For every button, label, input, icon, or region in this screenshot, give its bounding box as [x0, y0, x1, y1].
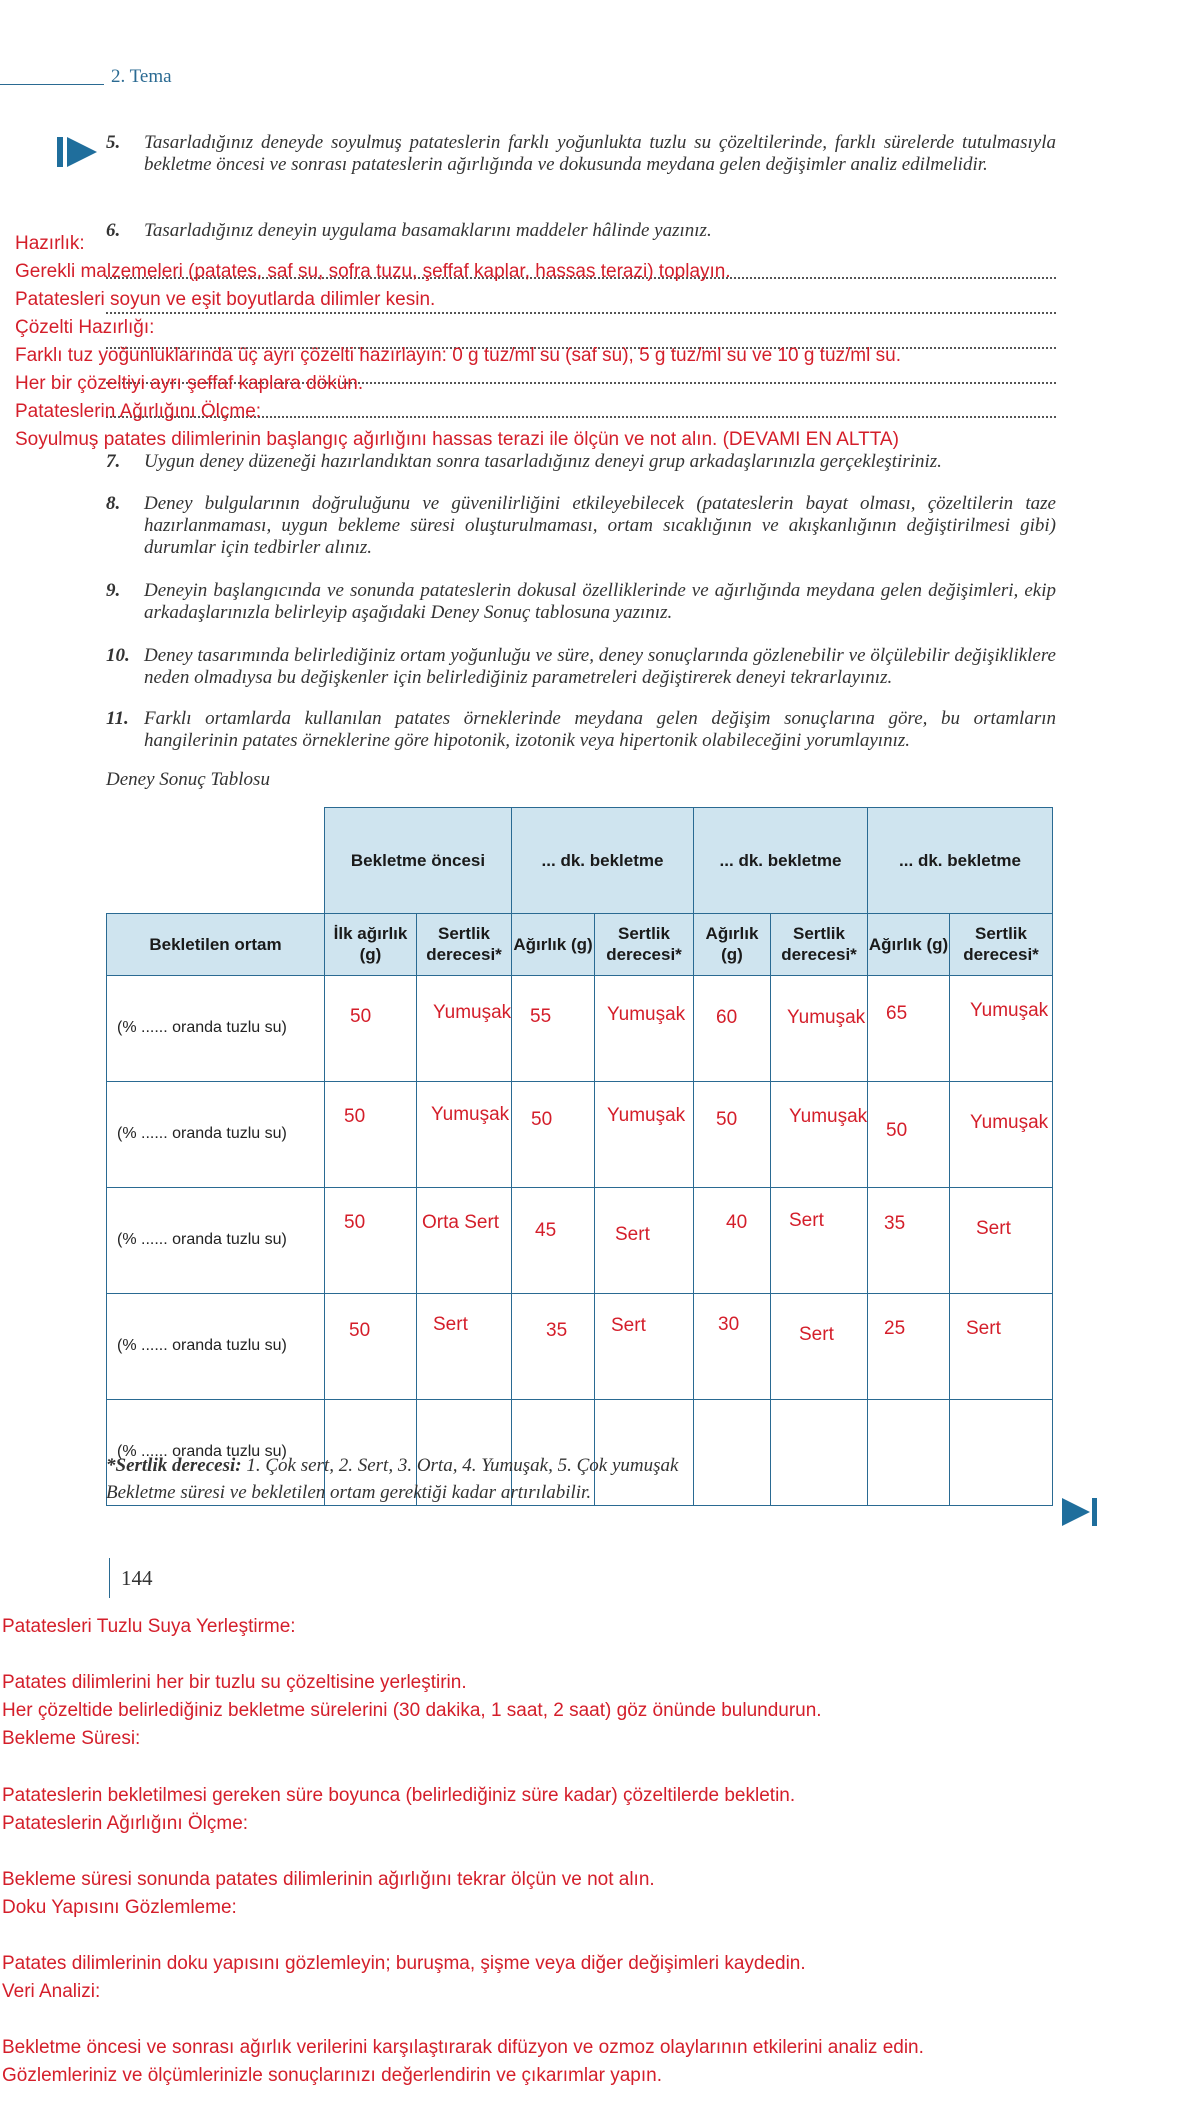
handwritten-value: Yumuşak: [431, 1103, 510, 1125]
table-cell[interactable]: [694, 1293, 771, 1399]
table-cell[interactable]: [417, 1187, 512, 1293]
handwritten-value: Yumuşak: [970, 1111, 1049, 1133]
table-row: [107, 1187, 1053, 1293]
row-label: (% ...... oranda tuzlu su): [107, 1293, 325, 1399]
col-header-weight: İlk ağırlık (g): [325, 913, 417, 975]
handwritten-line: Patatesleri soyun ve eşit boyutlarda dilimler kesin.: [15, 289, 436, 310]
play-icon: [67, 137, 97, 167]
item-text: Tasarladığınız deneyde soyulmuş patateslerin farklı yoğunlukta tuzlu su çözeltilerinde, farklı sürelerde tutulmasıyla bekletme öncesi ve sonrası patateslerin ağırlığında ve dokusunda meydana gelen değişimler analiz edilmelidir.: [144, 132, 1056, 175]
item-text: Farklı ortamlarda kullanılan patates örneklerinde meydana gelen değişim sonuçlarına göre, bu ortamların hangilerinin patates örneklerine göre hipotonik, izotonik veya hipertonik olabileceğini yorumlayınız.: [144, 708, 1056, 751]
item-text: Tasarladığınız deneyin uygulama basamaklarını maddeler hâlinde yazınız.: [144, 220, 712, 241]
handwritten-line: Patates dilimlerini her bir tuzlu su çözeltisine yerleştirin.: [2, 1672, 467, 1693]
item-number: 9.: [106, 580, 121, 601]
table-cell[interactable]: [771, 1081, 868, 1187]
handwritten-line: Her çözeltide belirlediğiniz bekletme sürelerini (30 dakika, 1 saat, 2 saat) göz önünde bulundurun.: [2, 1700, 822, 1721]
handwritten-value: 50: [531, 1108, 553, 1130]
item-text: Deney bulgularının doğruluğunu ve güvenilirliğini etkileyebilecek (patateslerin bayat olması, çözeltilerin taze hazırlanmaması, uygun bekleme süresi oluşturulmaması, ortam sıcaklığının ve akışkanlığının değiştirilmesi gibi) durumlar için tedbirler alınız.: [144, 493, 1056, 558]
next-icon-bar[interactable]: [1092, 1498, 1097, 1526]
handwritten-heading: Patateslerin Ağırlığını Ölçme:: [2, 1813, 249, 1834]
handwritten-value: 35: [884, 1212, 906, 1234]
footnote-scale: 1. Çok sert, 2. Sert, 3. Orta, 4. Yumuşak, 5. Çok yumuşak: [241, 1455, 679, 1476]
handwritten-line: Soyulmuş patates dilimlerinin başlangıç ağırlığını hassas terazi ile ölçün ve not alın. (DEVAMI EN ALTTA): [15, 429, 899, 450]
table-cell[interactable]: [950, 1293, 1053, 1399]
handwritten-value: 50: [344, 1105, 366, 1127]
table-cell[interactable]: [771, 1293, 868, 1399]
handwritten-value: 35: [546, 1319, 568, 1341]
handwritten-heading: Veri Analizi:: [2, 1981, 101, 2002]
table-cell[interactable]: [868, 1187, 950, 1293]
results-table: [106, 807, 1053, 1506]
handwritten-value: 55: [530, 1005, 552, 1027]
handwritten-heading: Patateslerin Ağırlığını Ölçme:: [15, 401, 262, 422]
next-icon[interactable]: [1062, 1498, 1090, 1526]
handwritten-value: Orta Sert: [422, 1211, 500, 1233]
chapter-title: 2. Tema: [111, 66, 172, 87]
item-number: 7.: [106, 451, 121, 472]
table-cell[interactable]: [595, 1081, 694, 1187]
table-cell[interactable]: [325, 1081, 417, 1187]
table-cell[interactable]: [771, 1187, 868, 1293]
handwritten-value: Yumuşak: [789, 1105, 868, 1127]
table-cell[interactable]: [950, 1187, 1053, 1293]
header-rule: [0, 84, 104, 85]
table-cell[interactable]: [868, 1081, 950, 1187]
handwritten-value: Sert: [976, 1217, 1011, 1239]
table-cell[interactable]: [512, 1081, 595, 1187]
handwritten-value: Yumuşak: [607, 1104, 686, 1126]
handwritten-value: Sert: [615, 1223, 650, 1245]
row-label: (% ...... oranda tuzlu su): [107, 975, 325, 1081]
handwritten-line: Her bir çözeltiyi ayrı şeffaf kaplara dökün.: [15, 373, 364, 394]
item-number: 11.: [106, 708, 129, 729]
handwritten-line: Gözlemleriniz ve ölçümlerinizle sonuçlarınızı değerlendirin ve çıkarımlar yapın.: [2, 2065, 662, 2086]
instruction-item-7: [106, 451, 1056, 473]
handwritten-line: Patateslerin bekletilmesi gereken süre boyunca (belirlediğiniz süre kadar) çözeltilerde bekletin.: [2, 1785, 796, 1806]
handwritten-heading: Hazırlık:: [15, 233, 85, 254]
instruction-item-8: [106, 493, 1056, 559]
table-cell[interactable]: [950, 1399, 1053, 1505]
row-label: (% ...... oranda tuzlu su): [107, 1399, 325, 1505]
instruction-item-6: [106, 220, 1056, 242]
handwritten-value: 65: [886, 1002, 908, 1024]
handwritten-value: Sert: [799, 1323, 834, 1345]
group-header: ... dk. bekletme: [512, 808, 694, 914]
instruction-item-11: [106, 708, 1056, 752]
table-cell[interactable]: [694, 1187, 771, 1293]
handwritten-value: 50: [349, 1319, 371, 1341]
table-cell[interactable]: [950, 1081, 1053, 1187]
col-header-hardness: Sertlik derecesi*: [950, 913, 1053, 975]
handwritten-heading: Doku Yapısını Gözlemleme:: [2, 1897, 237, 1918]
table-cell[interactable]: [694, 1399, 771, 1505]
col-header-hardness: Sertlik derecesi*: [771, 913, 868, 975]
instruction-item-10: [106, 645, 1056, 689]
item-number: 8.: [106, 493, 121, 514]
handwritten-heading: Patatesleri Tuzlu Suya Yerleştirme:: [2, 1616, 296, 1637]
play-icon-bar: [57, 137, 63, 167]
handwritten-line: Bekleme süresi sonunda patates dilimlerinin ağırlığını tekrar ölçün ve not alın.: [2, 1869, 655, 1890]
group-header: ... dk. bekletme: [868, 808, 1053, 914]
table-cell[interactable]: [868, 1399, 950, 1505]
handwritten-value: Sert: [433, 1313, 468, 1335]
table-row: [107, 1293, 1053, 1399]
handwritten-value: 50: [886, 1119, 908, 1141]
group-header: ... dk. bekletme: [694, 808, 868, 914]
empty-corner: [107, 808, 325, 914]
handwritten-value: Yumuşak: [607, 1003, 686, 1025]
item-number: 6.: [106, 220, 121, 241]
footnote-hardness: [106, 1455, 678, 1477]
table-cell[interactable]: [950, 975, 1053, 1081]
table-cell[interactable]: [868, 975, 950, 1081]
page-number-rule: [109, 1558, 110, 1598]
col-header-hardness: Sertlik derecesi*: [595, 913, 694, 975]
table-cell[interactable]: [512, 975, 595, 1081]
answer-line[interactable]: [106, 312, 1056, 314]
table-cell[interactable]: [325, 1293, 417, 1399]
handwritten-line: Patates dilimlerinin doku yapısını gözlemleyin; buruşma, şişme veya diğer değişimleri kaydedin.: [2, 1953, 806, 1974]
handwritten-value: 50: [350, 1005, 372, 1027]
table-cell[interactable]: [417, 1081, 512, 1187]
table-cell[interactable]: [595, 975, 694, 1081]
handwritten-value: 50: [716, 1108, 738, 1130]
row-label: (% ...... oranda tuzlu su): [107, 1081, 325, 1187]
handwritten-value: Sert: [611, 1314, 646, 1336]
footnote-label: *Sertlik derecesi:: [106, 1455, 242, 1476]
item-text: Deney tasarımında belirlediğiniz ortam yoğunluğu ve süre, deney sonuçlarında gözlenebilir ve ölçülebilir değişikliklere neden olmadıysa bu değişkenler için belirlediğiniz parametreleri değiştirerek deneyi tekrarlayınız.: [144, 645, 1056, 688]
table-cell[interactable]: [694, 975, 771, 1081]
handwritten-value: Yumuşak: [433, 1001, 512, 1023]
table-cell[interactable]: [595, 1293, 694, 1399]
table-row: [107, 975, 1053, 1081]
handwritten-value: 25: [884, 1317, 906, 1339]
row-header: Bekletilen ortam: [107, 913, 325, 975]
table-cell[interactable]: [512, 1187, 595, 1293]
instruction-item-9: [106, 580, 1056, 624]
table-cell[interactable]: [325, 975, 417, 1081]
handwritten-value: Yumuşak: [787, 1006, 866, 1028]
table-cell[interactable]: [868, 1293, 950, 1399]
handwritten-value: 40: [726, 1211, 748, 1233]
handwritten-line: Bekletme öncesi ve sonrası ağırlık verilerini karşılaştırarak difüzyon ve ozmoz olaylarının etkilerini analiz edin.: [2, 2037, 924, 2058]
table-row: [107, 1081, 1053, 1187]
table-cell[interactable]: [417, 975, 512, 1081]
page-number: 144: [121, 1566, 153, 1590]
table-cell[interactable]: [771, 975, 868, 1081]
item-text: Deneyin başlangıcında ve sonunda patateslerin dokusal özelliklerinde ve ağırlığında meydana gelen değişimleri, ekip arkadaşlarınızla belirleyip aşağıdaki Deney Sonuç tablosuna yazınız.: [144, 580, 1056, 623]
table-cell[interactable]: [417, 1293, 512, 1399]
handwritten-value: 45: [535, 1219, 557, 1241]
handwritten-value: Sert: [966, 1317, 1001, 1339]
handwritten-value: Sert: [789, 1209, 824, 1231]
handwritten-line: Farklı tuz yoğunluklarında üç ayrı çözelti hazırlayın: 0 g tuz/ml su (saf su), 5 g tuz/ml su ve 10 g tuz/ml su.: [15, 345, 901, 366]
handwritten-heading: Bekleme Süresi:: [2, 1728, 141, 1749]
table-caption: Deney Sonuç Tablosu: [106, 769, 270, 790]
col-header-weight: Ağırlık (g): [868, 913, 950, 975]
group-header: Bekletme öncesi: [325, 808, 512, 914]
row-label: (% ...... oranda tuzlu su): [107, 1187, 325, 1293]
handwritten-value: 30: [718, 1313, 740, 1335]
col-header-weight: Ağırlık (g): [512, 913, 595, 975]
handwritten-value: 60: [716, 1006, 738, 1028]
table-cell[interactable]: [512, 1293, 595, 1399]
handwritten-value: Yumuşak: [970, 999, 1049, 1021]
handwritten-line: Gerekli malzemeleri (patates, saf su, sofra tuzu, şeffaf kaplar, hassas terazi) toplayın.: [15, 261, 731, 282]
table-cell[interactable]: [771, 1399, 868, 1505]
table-cell[interactable]: [325, 1187, 417, 1293]
handwritten-value: 50: [344, 1211, 366, 1233]
col-header-hardness: Sertlik derecesi*: [417, 913, 512, 975]
item-number: 5.: [106, 132, 121, 153]
footnote-note: Bekletme süresi ve bekletilen ortam gerektiği kadar artırılabilir.: [106, 1482, 592, 1503]
table-cell[interactable]: [694, 1081, 771, 1187]
table-cell[interactable]: [595, 1399, 694, 1505]
item-text: Uygun deney düzeneği hazırlandıktan sonra tasarladığınız deneyi grup arkadaşlarınızla gerçekleştiriniz.: [144, 451, 942, 472]
col-header-weight: Ağırlık (g): [694, 913, 771, 975]
table-cell[interactable]: [595, 1187, 694, 1293]
instruction-item-5: [106, 132, 1056, 176]
item-number: 10.: [106, 645, 130, 666]
handwritten-heading: Çözelti Hazırlığı:: [15, 317, 155, 338]
